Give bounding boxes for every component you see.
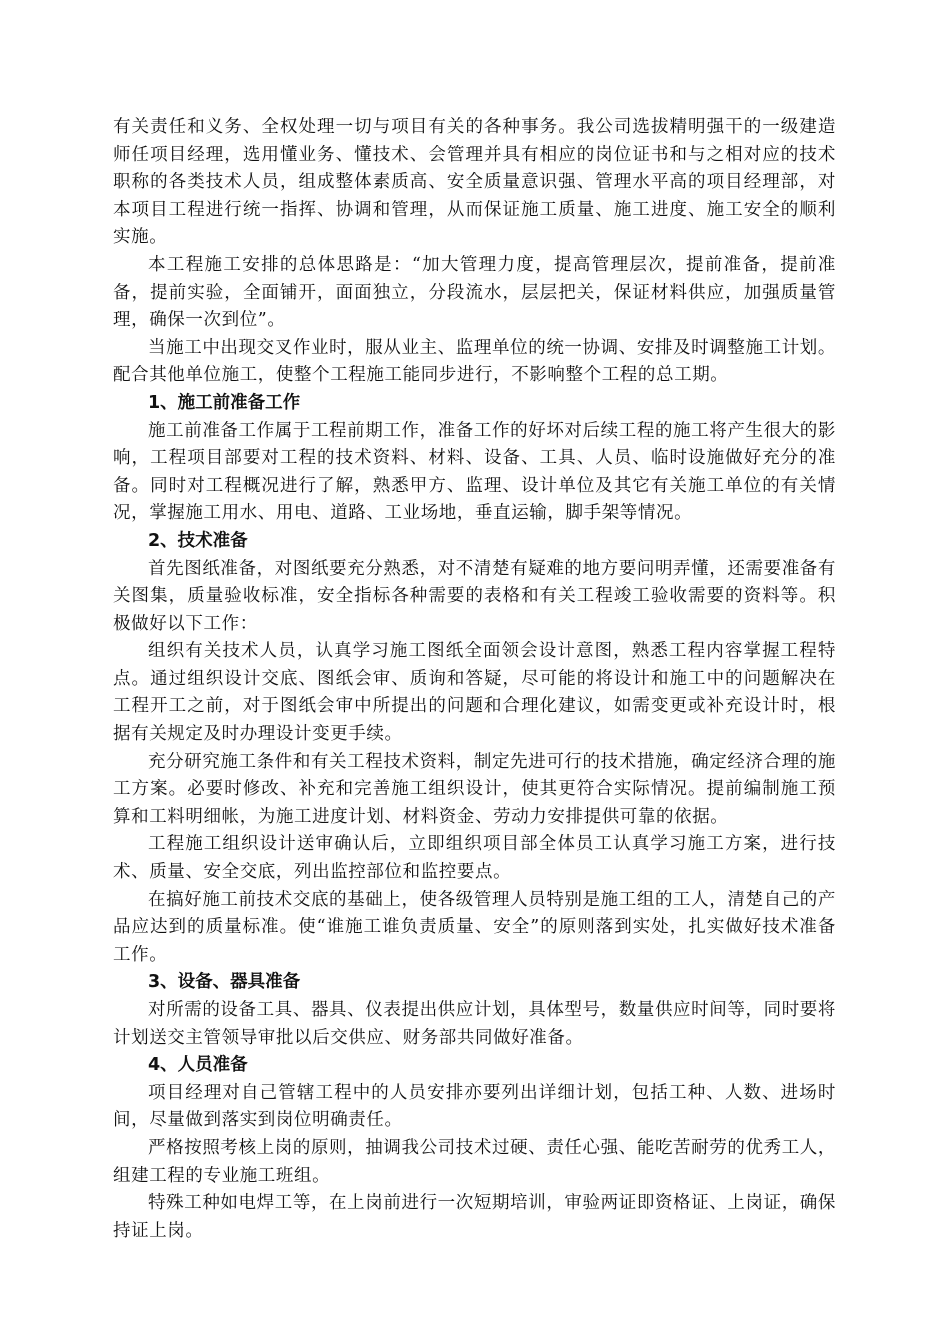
section-heading-3: 3、设备、器具准备: [148, 972, 301, 993]
paragraph-continued: 有关责任和义务、全权处理一切与项目有关的各种事务。我公司选拔精明强干的一级建造师任项目经理，选用懂业务、懂技术、会管理并具有相应的岗位证书和与之相对应的技术职称的各类技术人员，组成整体素质高、安全质量意识强、管理水平高的项目经理部，对本项目工程进行统一指挥、协调和管理，从而保证施工质量、施工进度、施工安全的顺利实施。: [113, 117, 836, 248]
section-heading-4: 4、人员准备: [148, 1055, 248, 1076]
paragraph: 施工前准备工作属于工程前期工作，准备工作的好坏对后续工程的施工将产生很大的影响，工程项目部要对工程的技术资料、材料、设备、工具、人员、临时设施做好充分的准备。同时对工程概况进行了解，熟悉甲方、监理、设计单位及其它有关施工单位的有关情况，掌握施工用水、用电、道路、工业场地，垂直运输，脚手架等情况。: [113, 420, 836, 524]
paragraph: 特殊工种如电焊工等，在上岗前进行一次短期培训，审验两证即资格证、上岗证，确保持证上岗。: [113, 1193, 836, 1241]
section-heading-1: 1、施工前准备工作: [148, 392, 301, 413]
paragraph: 对所需的设备工具、器具、仪表提出供应计划，具体型号，数量供应时间等，同时要将计划送交主管领导审批以后交供应、财务部共同做好准备。: [113, 1000, 836, 1048]
paragraph: 工程施工组织设计送审确认后，立即组织项目部全体员工认真学习施工方案，进行技术、质量、安全交底，列出监控部位和监控要点。: [113, 834, 836, 883]
document-body: [113, 114, 836, 1245]
paragraph: 充分研究施工条件和有关工程技术资料，制定先进可行的技术措施，确定经济合理的施工方案。必要时修改、补充和完善施工组织设计，使其更符合实际情况。提前编制施工预算和工料明细帐，为施工进度计划、材料资金、劳动力安排提供可靠的依据。: [113, 751, 836, 827]
paragraph: 严格按照考核上岗的原则，抽调我公司技术过硬、责任心强、能吃苦耐劳的优秀工人，组建工程的专业施工班组。: [113, 1137, 836, 1186]
paragraph: 首先图纸准备，对图纸要充分熟悉，对不清楚有疑难的地方要问明弄懂，还需要准备有关图集，质量验收标准，安全指标各种需要的表格和有关工程竣工验收需要的资料等。积极做好以下工作：: [113, 558, 836, 634]
paragraph: 项目经理对自己管辖工程中的人员安排亦要列出详细计划，包括工种、人数、进场时间，尽量做到落实到岗位明确责任。: [113, 1082, 836, 1131]
section-heading-2: 2、技术准备: [148, 530, 248, 551]
paragraph: 当施工中出现交叉作业时，服从业主、监理单位的统一协调、安排及时调整施工计划。配合其他单位施工，使整个工程施工能同步进行，不影响整个工程的总工期。: [113, 337, 836, 386]
paragraph: 组织有关技术人员，认真学习施工图纸全面领会设计意图，熟悉工程内容掌握工程特点。通过组织设计交底、图纸会审、质询和答疑，尽可能的将设计和施工中的问题解决在工程开工之前，对于图纸会审中所提出的问题和合理化建议，如需变更或补充设计时，根据有关规定及时办理设计变更手续。: [113, 641, 836, 745]
paragraph: 本工程施工安排的总体思路是：“加大管理力度，提高管理层次，提前准备，提前准备，提前实验，全面铺开，面面独立，分段流水，层层把关，保证材料供应，加强质量管理，确保一次到位”。: [113, 254, 836, 331]
paragraph: 在搞好施工前技术交底的基础上，使各级管理人员特别是施工组的工人，清楚自己的产品应达到的质量标准。使“谁施工谁负责质量、安全”的原则落到实处，扎实做好技术准备工作。: [113, 889, 836, 965]
